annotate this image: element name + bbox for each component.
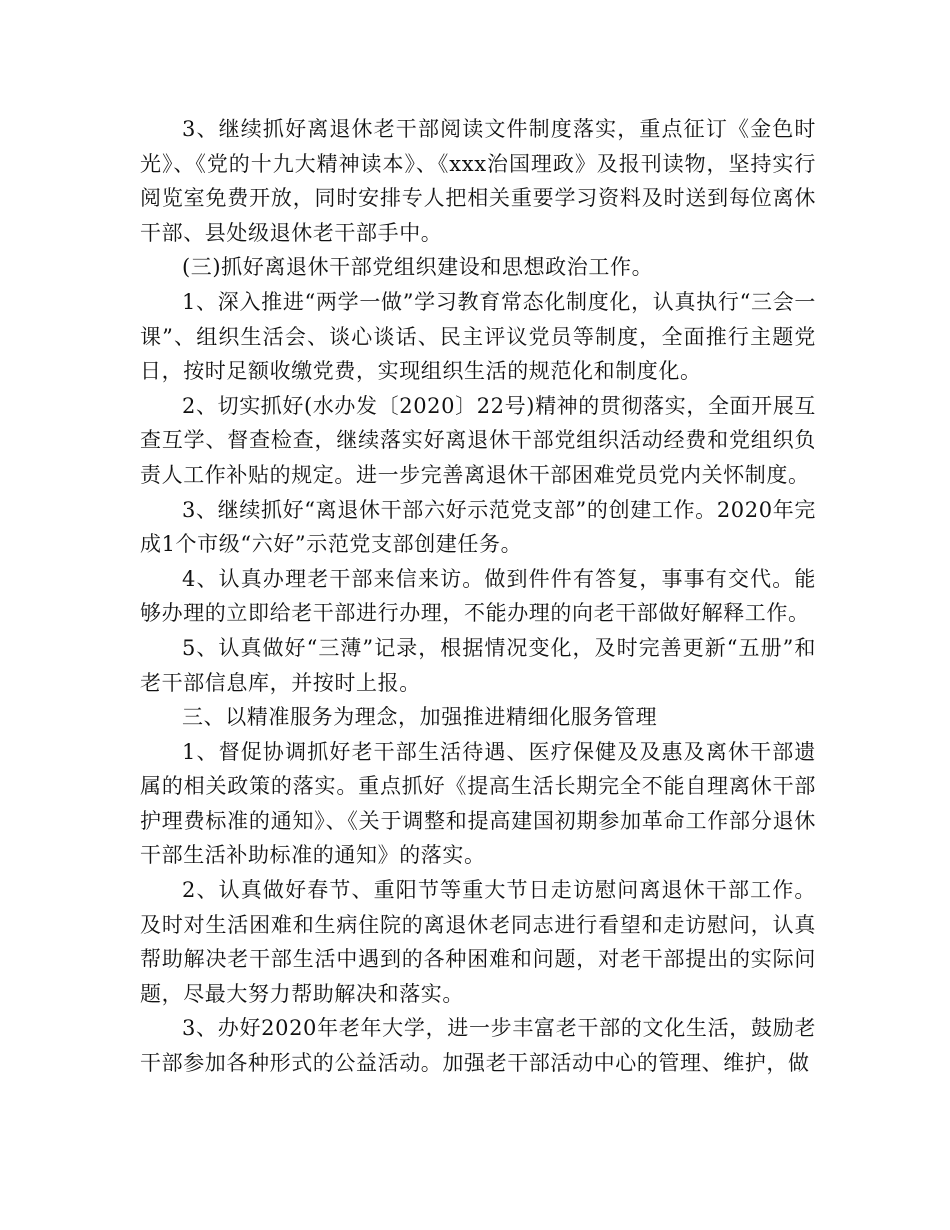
paragraph-letters-visits: 4、认真办理老干部来信来访。做到件件有答复，事事有交代。能够办理的立即给老干部进行办理，不能办理的向老干部做好解释工作。 [140,566,816,626]
heading-precise-service: 三、以精准服务为理念，加强推进精细化服务管理 [182,705,658,730]
paragraph-records: 5、认真做好“三薄”记录，根据情况变化，及时完善更新“五册”和老干部信息库，并按时上报。 [140,635,816,695]
paragraph-living-benefits: 1、督促协调抓好老干部生活待遇、医疗保健及及惠及离休干部遗属的相关政策的落实。重点抓好《提高生活长期完全不能自理离休干部护理费标准的通知》、《关于调整和提高建国初期参加革命工作部分退休干部生活补助标准的通知》的落实。 [140,739,816,868]
paragraph-two-studies: 1、深入推进“两学一做”学习教育常态化制度化，认真执行“三会一课”、组织生活会、谈心谈话、民主评议党员等制度，全面推行主题党日，按时足额收缴党费，实现组织生活的规范化和制度化。 [140,289,816,384]
paragraph-senior-university: 3、办好2020年老年大学，进一步丰富老干部的文化生活，鼓励老干部参加各种形式的公益活动。加强老干部活动中心的管理、维护，做 [140,1016,816,1076]
document-body [140,112,816,1081]
paragraph-document-implementation: 2、切实抓好(水办发〔2020〕22号)精神的贯彻落实，全面开展互查互学、督查检查，继续落实好离退休干部党组织活动经费和党组织负责人工作补贴的规定。进一步完善离退休干部困难党员党内关怀制度。 [140,393,816,487]
paragraph-holiday-visits: 2、认真做好春节、重阳节等重大节日走访慰问离退休干部工作。及时对生活困难和生病住院的离退休老同志进行看望和走访慰问，认真帮助解决老干部生活中遇到的各种困难和问题，对老干部提出的实际问题，尽最大努力帮助解决和落实。 [140,878,816,1006]
heading-party-organization: (三)抓好离退休干部党组织建设和思想政治工作。 [182,255,654,280]
paragraph-reading-system: 3、继续抓好离退休老干部阅读文件制度落实，重点征订《金色时光》、《党的十九大精神读本》、《xxx治国理政》及报刊读物，坚持实行阅览室免费开放，同时安排专人把相关重要学习资料及时送到每位离休干部、县处级退休老干部手中。 [140,117,816,245]
paragraph-model-branch: 3、继续抓好“离退休干部六好示范党支部”的创建工作。2020年完成1个市级“六好”示范党支部创建任务。 [140,497,816,557]
